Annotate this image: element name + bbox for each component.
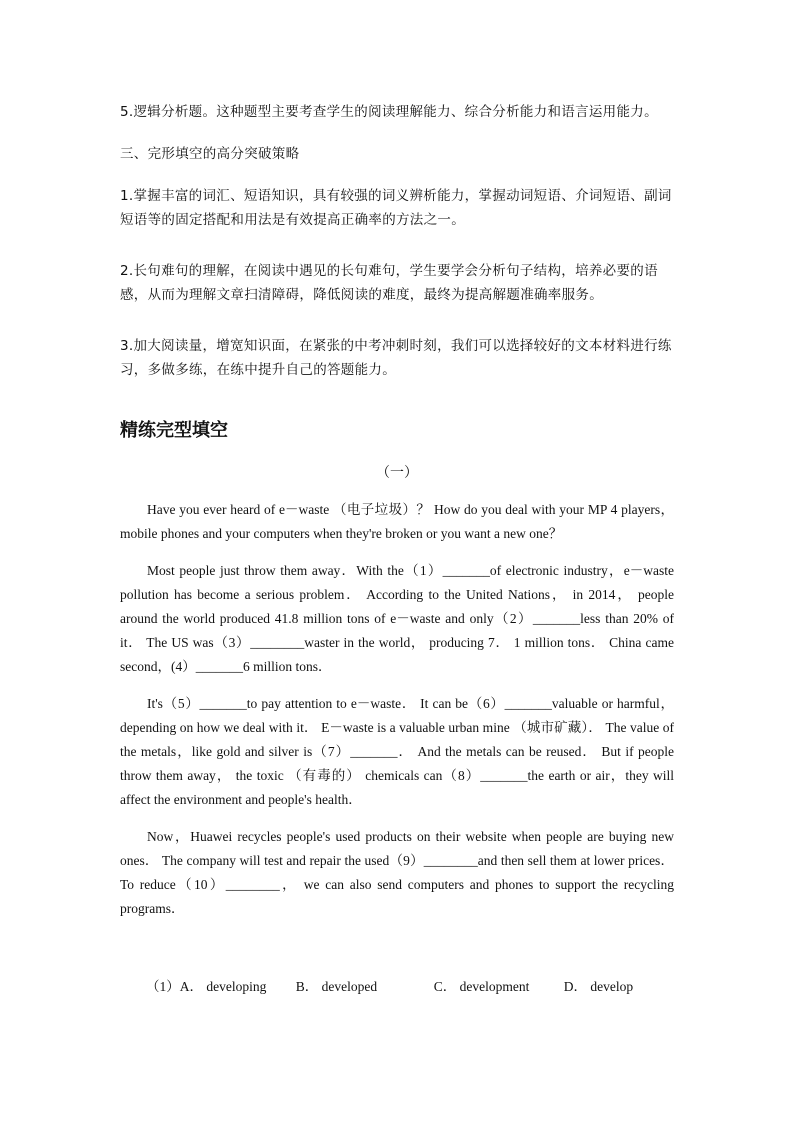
strategy-tip-1: 1.掌握丰富的词汇、短语知识，具有较强的词义辨析能力，掌握动词短语、介词短语、副词短语等的固定搭配和用法是有效提高正确率的方法之一。: [120, 188, 672, 228]
passage-paragraph-1: Have you ever heard of e－waste （电子垃圾）？ How do you deal with your MP 4 players，mobile phones and your computers when they're broken or you want a new one？: [120, 502, 674, 541]
strategy-tip-2: 2.长句难句的理解，在阅读中遇见的长句难句，学生要学会分析句子结构，培养必要的语感，从而为理解文章扫清障碍，降低阅读的难度，最终为提高解题准确率服务。: [120, 263, 658, 303]
strategy-tip-3: 3.加大阅读量，增宽知识面，在紧张的中考冲刺时刻，我们可以选择较好的文本材料进行练习，多做多练，在练中提升自己的答题能力。: [120, 338, 672, 378]
passage-paragraph-2: Most people just throw them away．With the（1）_______of electronic industry，e－waste pollution has become a serious problem． According to the United Nations， in 2014， people around the world produced 41.8 million tons of e－waste and only（2）_______less than 20% of it． The US was（3）________waster in the world， producing 7． 1 million tons． China came second，(4）_______6 million tons．: [120, 563, 674, 674]
passage-paragraph-4: Now，Huawei recycles people's used products on their website when people are buying new ones． The company will test and repair the used（9）________and then sell them at lower prices． To reduce（10）________， we can also send computers and phones to support the recycling programs．: [120, 829, 674, 916]
option-d: D． develop: [563, 979, 634, 994]
question-1-options: [146, 975, 633, 999]
section-3-title: 三、完形填空的高分突破策略: [120, 146, 300, 162]
strategy-item-5: 5.逻辑分析题。这种题型主要考查学生的阅读理解能力、综合分析能力和语言运用能力。: [120, 104, 658, 120]
option-a: A． developing: [179, 979, 267, 994]
option-c: C． development: [433, 979, 530, 994]
question-1-number: （1）: [146, 979, 180, 994]
practice-heading: 精练完型填空: [120, 420, 228, 441]
option-b: B． developed: [295, 979, 378, 994]
passage-paragraph-3: It's（5）_______to pay attention to e－waste． It can be（6）_______valuable or harmful，depending on how we deal with it． E－waste is a valuable urban mine （城市矿藏）． The value of the metals，like gold and silver is（7）_______． And the metals can be reused． But if people throw them away， the toxic （有毒的） chemicals can（8）_______the earth or air，they will affect the environment and people's health．: [120, 696, 674, 807]
section-label: （一）: [376, 465, 418, 481]
